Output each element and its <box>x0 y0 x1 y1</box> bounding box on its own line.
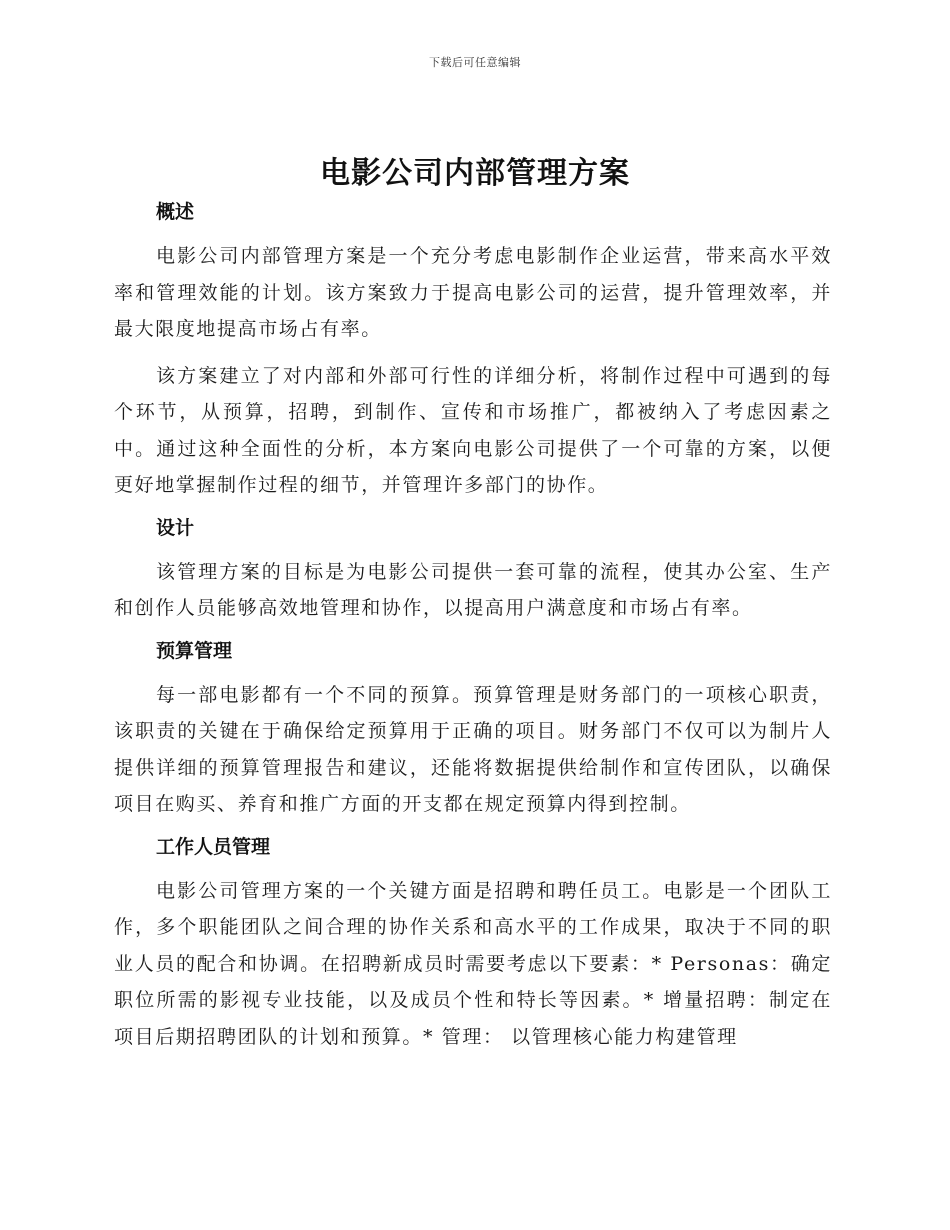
paragraph: 电影公司内部管理方案是一个充分考虑电影制作企业运营，带来高水平效率和管理效能的计划。该方案致力于提高电影公司的运营，提升管理效率，并最大限度地提高市场占有率。 <box>114 245 832 340</box>
section-heading: 设计 <box>156 516 195 539</box>
section-heading: 预算管理 <box>156 639 233 662</box>
section-heading: 概述 <box>156 201 195 223</box>
paragraph: 电影公司管理方案的一个关键方面是招聘和聘任员工。电影是一个团队工作，多个职能团队之间合理的协作关系和高水平的工作成果，取决于不同的职业人员的配合和协调。在招聘新成员时需要考虑以下要素：* Personas：确定职位所需的影视专业技能，以及成员个性和特长等因素。* 增量招聘：制定在项目后期招聘团队的计划和预算。* 管理： 以管理核心能力构建管理 <box>114 879 832 1048</box>
section-overview <box>114 198 832 504</box>
page-header-note: 下载后可任意编辑 <box>429 56 521 69</box>
section-heading: 工作人员管理 <box>156 835 271 858</box>
section-budget-management <box>114 637 832 823</box>
paragraph: 该方案建立了对内部和外部可行性的详细分析，将制作过程中可遇到的每个环节，从预算，招聘，到制作、宣传和市场推广，都被纳入了考虑因素之中。通过这种全面性的分析，本方案向电影公司提供了一个可靠的方案，以便更好地掌握制作过程的细节，并管理许多部门的协作。 <box>114 364 832 496</box>
section-design <box>114 514 832 627</box>
document-title: 电影公司内部管理方案 <box>320 156 630 191</box>
paragraph: 该管理方案的目标是为电影公司提供一套可靠的流程，使其办公室、生产和创作人员能够高效地管理和协作，以提高用户满意度和市场占有率。 <box>114 560 832 619</box>
document-body <box>114 198 832 1065</box>
section-staff-management <box>114 833 832 1056</box>
paragraph: 每一部电影都有一个不同的预算。预算管理是财务部门的一项核心职责，该职责的关键在于确保给定预算用于正确的项目。财务部门不仅可以为制片人提供详细的预算管理报告和建议，还能将数据提供给制作和宣传团队，以确保项目在购买、养育和推广方面的开支都在规定预算内得到控制。 <box>114 683 832 815</box>
